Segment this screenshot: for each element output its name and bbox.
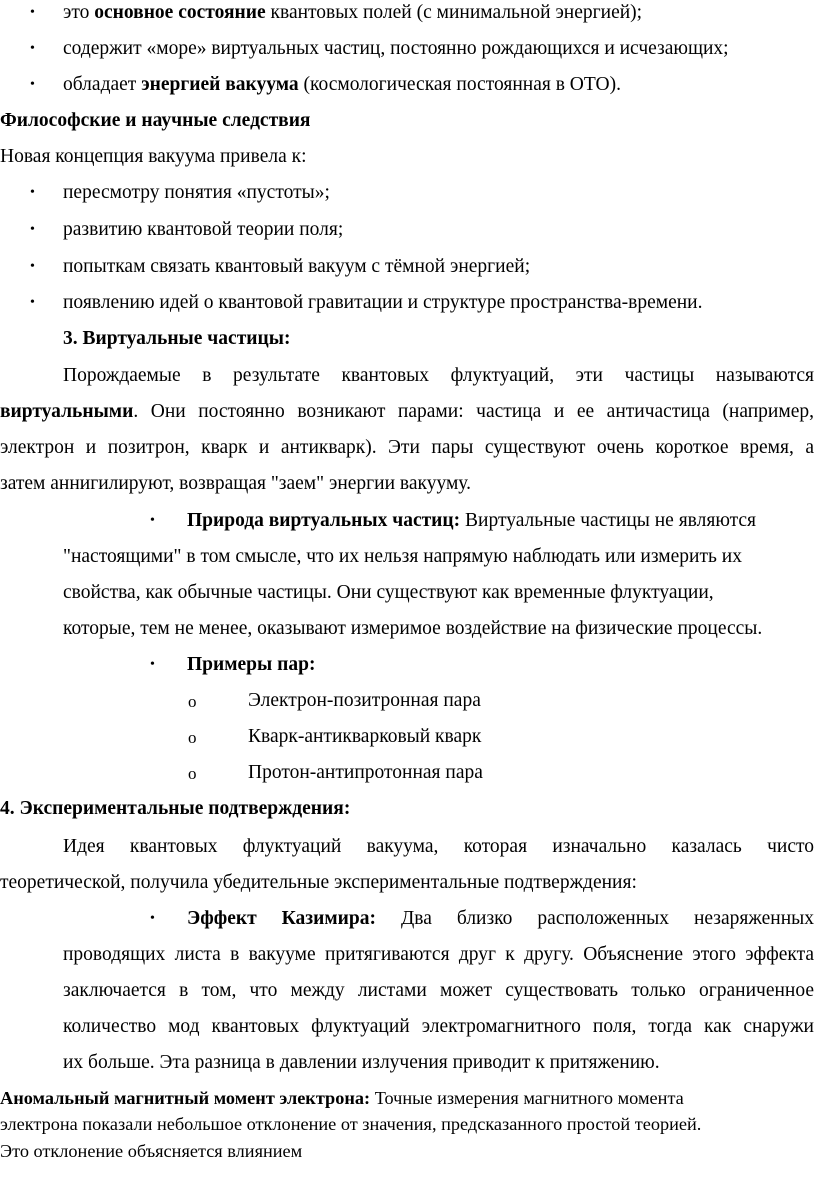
bold-text: основное состояние bbox=[94, 2, 266, 23]
bullet-icon: • bbox=[30, 222, 35, 237]
bullet-icon: • bbox=[150, 513, 155, 528]
paragraph-line: Эффект Казимира: Два близко расположенных незаряженных bbox=[187, 908, 814, 929]
list-item bbox=[63, 1, 642, 25]
circle-bullet-icon: o bbox=[188, 692, 197, 711]
list-item: Кварк-антикварковый кварк bbox=[248, 726, 482, 747]
bullet-icon: • bbox=[30, 77, 35, 92]
text: это bbox=[63, 2, 95, 23]
bold-text: энергией вакуума bbox=[141, 74, 299, 95]
paragraph-line: виртуальными. Они постоянно возникают парами: частица и ее античастица (например, bbox=[0, 401, 814, 422]
paragraph-line: проводящих листа в вакууме притягиваются друг к другу. Объяснение этого эффекта bbox=[63, 944, 814, 965]
paragraph-line: Идея квантовых флуктуаций вакуума, которая изначально казалась чисто bbox=[63, 836, 814, 857]
paragraph-line: затем аннигилируют, возвращая "заем" энергии вакууму. bbox=[0, 473, 471, 494]
list-item: Электрон-позитронная пара bbox=[248, 690, 481, 711]
paragraph-line: теоретической, получила убедительные экспериментальные подтверждения: bbox=[0, 872, 637, 893]
circle-bullet-icon: o bbox=[188, 764, 197, 783]
paragraph-line: Природа виртуальных частиц: Виртуальные частицы не являются bbox=[187, 510, 757, 531]
intro-philosophy: Новая концепция вакуума привела к: bbox=[0, 146, 307, 167]
paragraph-line: заключается в том, что между листами может существовать только ограниченное bbox=[63, 980, 814, 1001]
bullet-icon: • bbox=[30, 5, 35, 20]
heading-philosophy: Философские и научные следствия bbox=[0, 110, 311, 131]
bullet-icon: • bbox=[30, 41, 35, 56]
text: квантовых полей (с минимальной энергией); bbox=[265, 2, 643, 23]
bullet-icon: • bbox=[30, 295, 35, 310]
paragraph-line: Порождаемые в результате квантовых флуктуаций, эти частицы называются bbox=[63, 365, 814, 386]
paragraph-line: "настоящими" в том смысле, что их нельзя напрямую наблюдать или измерить их bbox=[63, 546, 742, 567]
paragraph-line: Это отклонение объясняется влиянием bbox=[0, 1141, 303, 1161]
paragraph-line: Аномальный магнитный момент электрона: Точные измерения магнитного момента bbox=[0, 1088, 684, 1108]
examples-heading: Примеры пар: bbox=[187, 654, 316, 675]
paragraph-line: которые, тем не менее, оказывают измеримое воздействие на физические процессы. bbox=[63, 618, 763, 639]
paragraph-line: количество мод квантовых флуктуаций электромагнитного поля, тогда как снаружи bbox=[63, 1016, 814, 1037]
list-item bbox=[63, 73, 621, 97]
bullet-icon: • bbox=[30, 185, 35, 200]
heading-virtual: 3. Виртуальные частицы: bbox=[63, 328, 291, 349]
paragraph-line: свойства, как обычные частицы. Они существуют как временные флуктуации, bbox=[63, 582, 714, 603]
bullet-icon: • bbox=[30, 259, 35, 274]
text: содержит «море» виртуальных частиц, постоянно рождающихся и исчезающих; bbox=[63, 38, 729, 59]
paragraph-line: их больше. Эта разница в давлении излучения приводит к притяжению. bbox=[63, 1052, 660, 1073]
paragraph-line: электрон и позитрон, кварк и антикварк). Эти пары существуют очень короткое время, а bbox=[0, 437, 814, 458]
paragraph-line: электрона показали небольшое отклонение от значения, предсказанного простой теорией. bbox=[0, 1114, 702, 1134]
list-item: Протон-антипротонная пара bbox=[248, 762, 483, 783]
list-item: попыткам связать квантовый вакуум с тёмной энергией; bbox=[63, 256, 531, 277]
text: обладает bbox=[63, 74, 142, 95]
list-item: появлению идей о квантовой гравитации и структуре пространства-времени. bbox=[63, 292, 703, 313]
list-item: пересмотру понятия «пустоты»; bbox=[63, 182, 330, 203]
bullet-icon: • bbox=[150, 657, 155, 672]
list-item bbox=[63, 37, 729, 61]
bullet-icon: • bbox=[150, 911, 155, 926]
circle-bullet-icon: o bbox=[188, 728, 197, 747]
heading-experimental: 4. Экспериментальные подтверждения: bbox=[0, 798, 351, 819]
text: (космологическая постоянная в ОТО). bbox=[298, 74, 621, 95]
list-item: развитию квантовой теории поля; bbox=[63, 219, 344, 240]
